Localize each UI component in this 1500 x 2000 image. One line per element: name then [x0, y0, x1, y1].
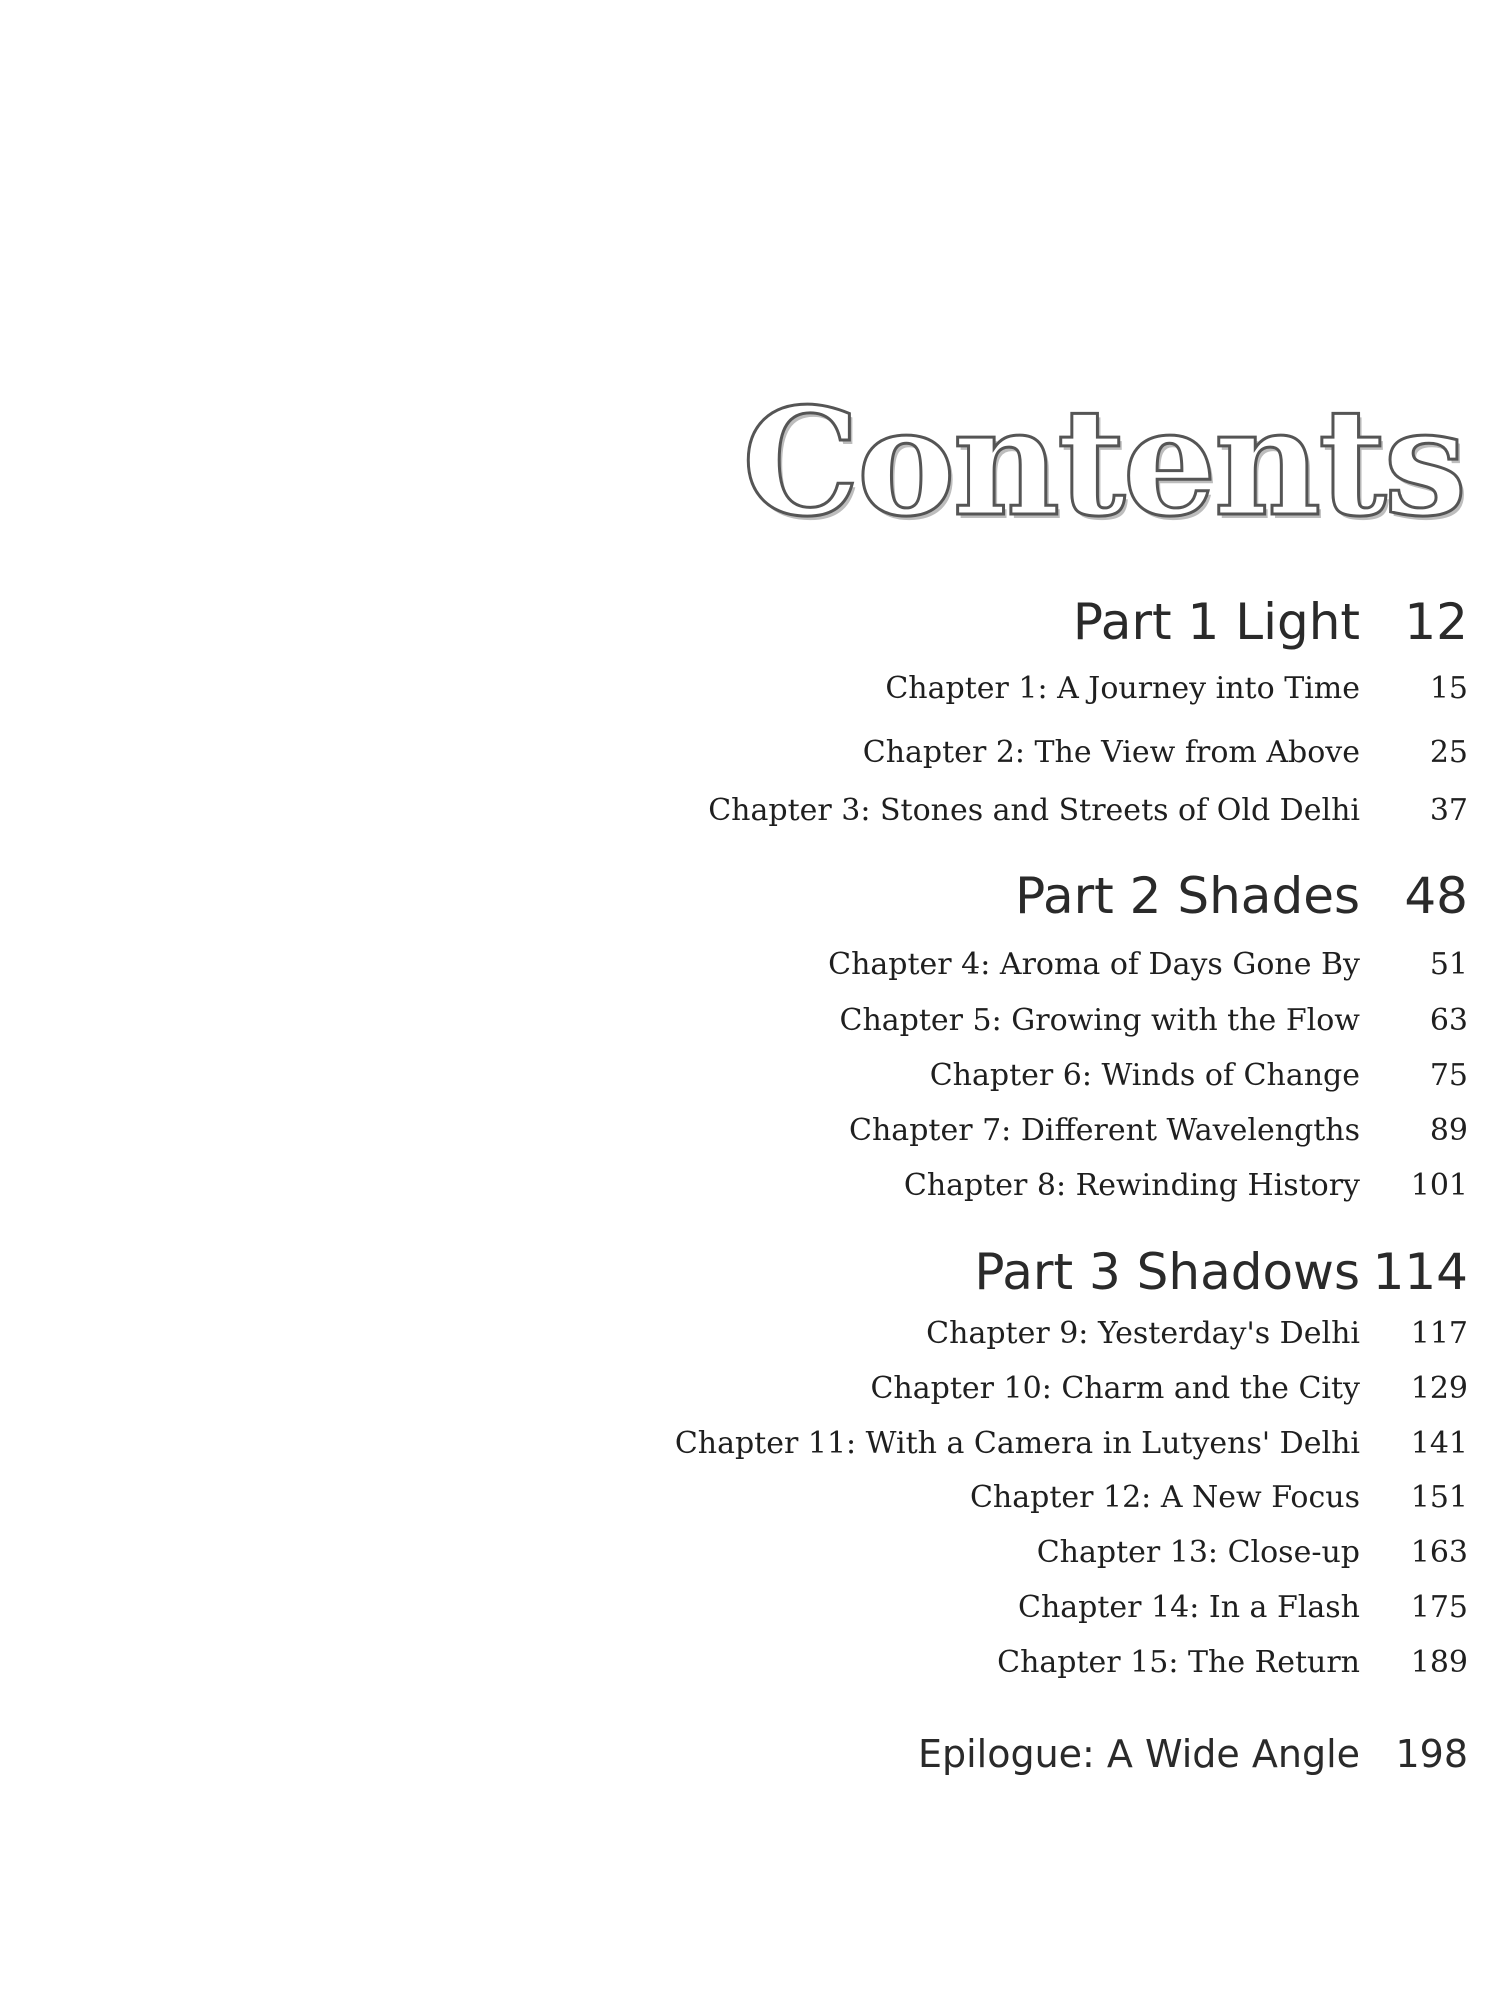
toc-chapter-entry[interactable]	[0, 1403, 1500, 1463]
chapter-title: Chapter 8: Rewinding History	[903, 1168, 1360, 1203]
chapter-title: Chapter 6: Winds of Change	[929, 1058, 1360, 1093]
chapter-title: Chapter 1: A Journey into Time	[885, 671, 1360, 706]
toc-epilogue-entry[interactable]	[0, 1718, 1500, 1778]
toc-chapter-entry[interactable]	[0, 648, 1500, 708]
part-title: Part 2 Shades	[1015, 867, 1360, 925]
chapter-title: Chapter 3: Stones and Streets of Old Delhi	[708, 793, 1360, 828]
toc-part-entry[interactable]	[0, 592, 1500, 652]
chapter-title: Chapter 14: In a Flash	[1017, 1590, 1360, 1625]
chapter-title: Chapter 12: A New Focus	[969, 1480, 1360, 1515]
toc-chapter-entry[interactable]	[0, 1145, 1500, 1205]
chapter-title: Chapter 11: With a Camera in Lutyens' Delhi	[674, 1426, 1360, 1461]
toc-part-entry[interactable]	[0, 866, 1500, 926]
toc-chapter-entry[interactable]	[0, 1348, 1500, 1408]
chapter-title: Chapter 7: Different Wavelengths	[849, 1113, 1360, 1148]
page-number: 48	[1404, 867, 1468, 925]
contents-title: Contents	[742, 375, 1464, 549]
part-title: Part 3 Shadows	[974, 1243, 1360, 1301]
page-number: 129	[1410, 1371, 1468, 1406]
toc-chapter-entry[interactable]	[0, 1457, 1500, 1517]
toc-chapter-entry[interactable]	[0, 1512, 1500, 1572]
toc-chapter-entry[interactable]	[0, 712, 1500, 772]
page-number: 25	[1429, 735, 1468, 770]
page-number: 141	[1410, 1426, 1468, 1461]
chapter-title: Chapter 4: Aroma of Days Gone By	[828, 947, 1360, 982]
toc-chapter-entry[interactable]	[0, 924, 1500, 984]
toc-chapter-entry[interactable]	[0, 1035, 1500, 1095]
page-number: 15	[1429, 671, 1468, 706]
page-number: 189	[1410, 1645, 1468, 1680]
page-number: 63	[1429, 1003, 1468, 1038]
page-number: 89	[1429, 1113, 1468, 1148]
page-number: 198	[1395, 1732, 1468, 1776]
toc-chapter-entry[interactable]	[0, 980, 1500, 1040]
chapter-title: Chapter 10: Charm and the City	[870, 1371, 1360, 1406]
chapter-title: Chapter 2: The View from Above	[862, 735, 1360, 770]
toc-chapter-entry[interactable]	[0, 1293, 1500, 1353]
page-number: 51	[1429, 947, 1468, 982]
page-number: 75	[1429, 1058, 1468, 1093]
page-number: 151	[1410, 1480, 1468, 1515]
part-title: Part 1 Light	[1072, 593, 1360, 651]
page-number: 37	[1429, 793, 1468, 828]
toc-chapter-entry[interactable]	[0, 1090, 1500, 1150]
chapter-title: Chapter 15: The Return	[997, 1645, 1360, 1680]
page-number: 163	[1410, 1535, 1468, 1570]
page-number: 101	[1410, 1168, 1468, 1203]
page-number: 117	[1410, 1316, 1468, 1351]
epilogue-title: Epilogue: A Wide Angle	[917, 1732, 1360, 1776]
chapter-title: Chapter 5: Growing with the Flow	[839, 1003, 1360, 1038]
toc-chapter-entry[interactable]	[0, 1567, 1500, 1627]
page-number: 175	[1410, 1590, 1468, 1625]
toc-chapter-entry[interactable]	[0, 770, 1500, 830]
chapter-title: Chapter 9: Yesterday's Delhi	[926, 1316, 1360, 1351]
page-number: 12	[1404, 593, 1468, 651]
chapter-title: Chapter 13: Close-up	[1036, 1535, 1360, 1570]
toc-chapter-entry[interactable]	[0, 1622, 1500, 1682]
page-number: 114	[1372, 1243, 1468, 1301]
